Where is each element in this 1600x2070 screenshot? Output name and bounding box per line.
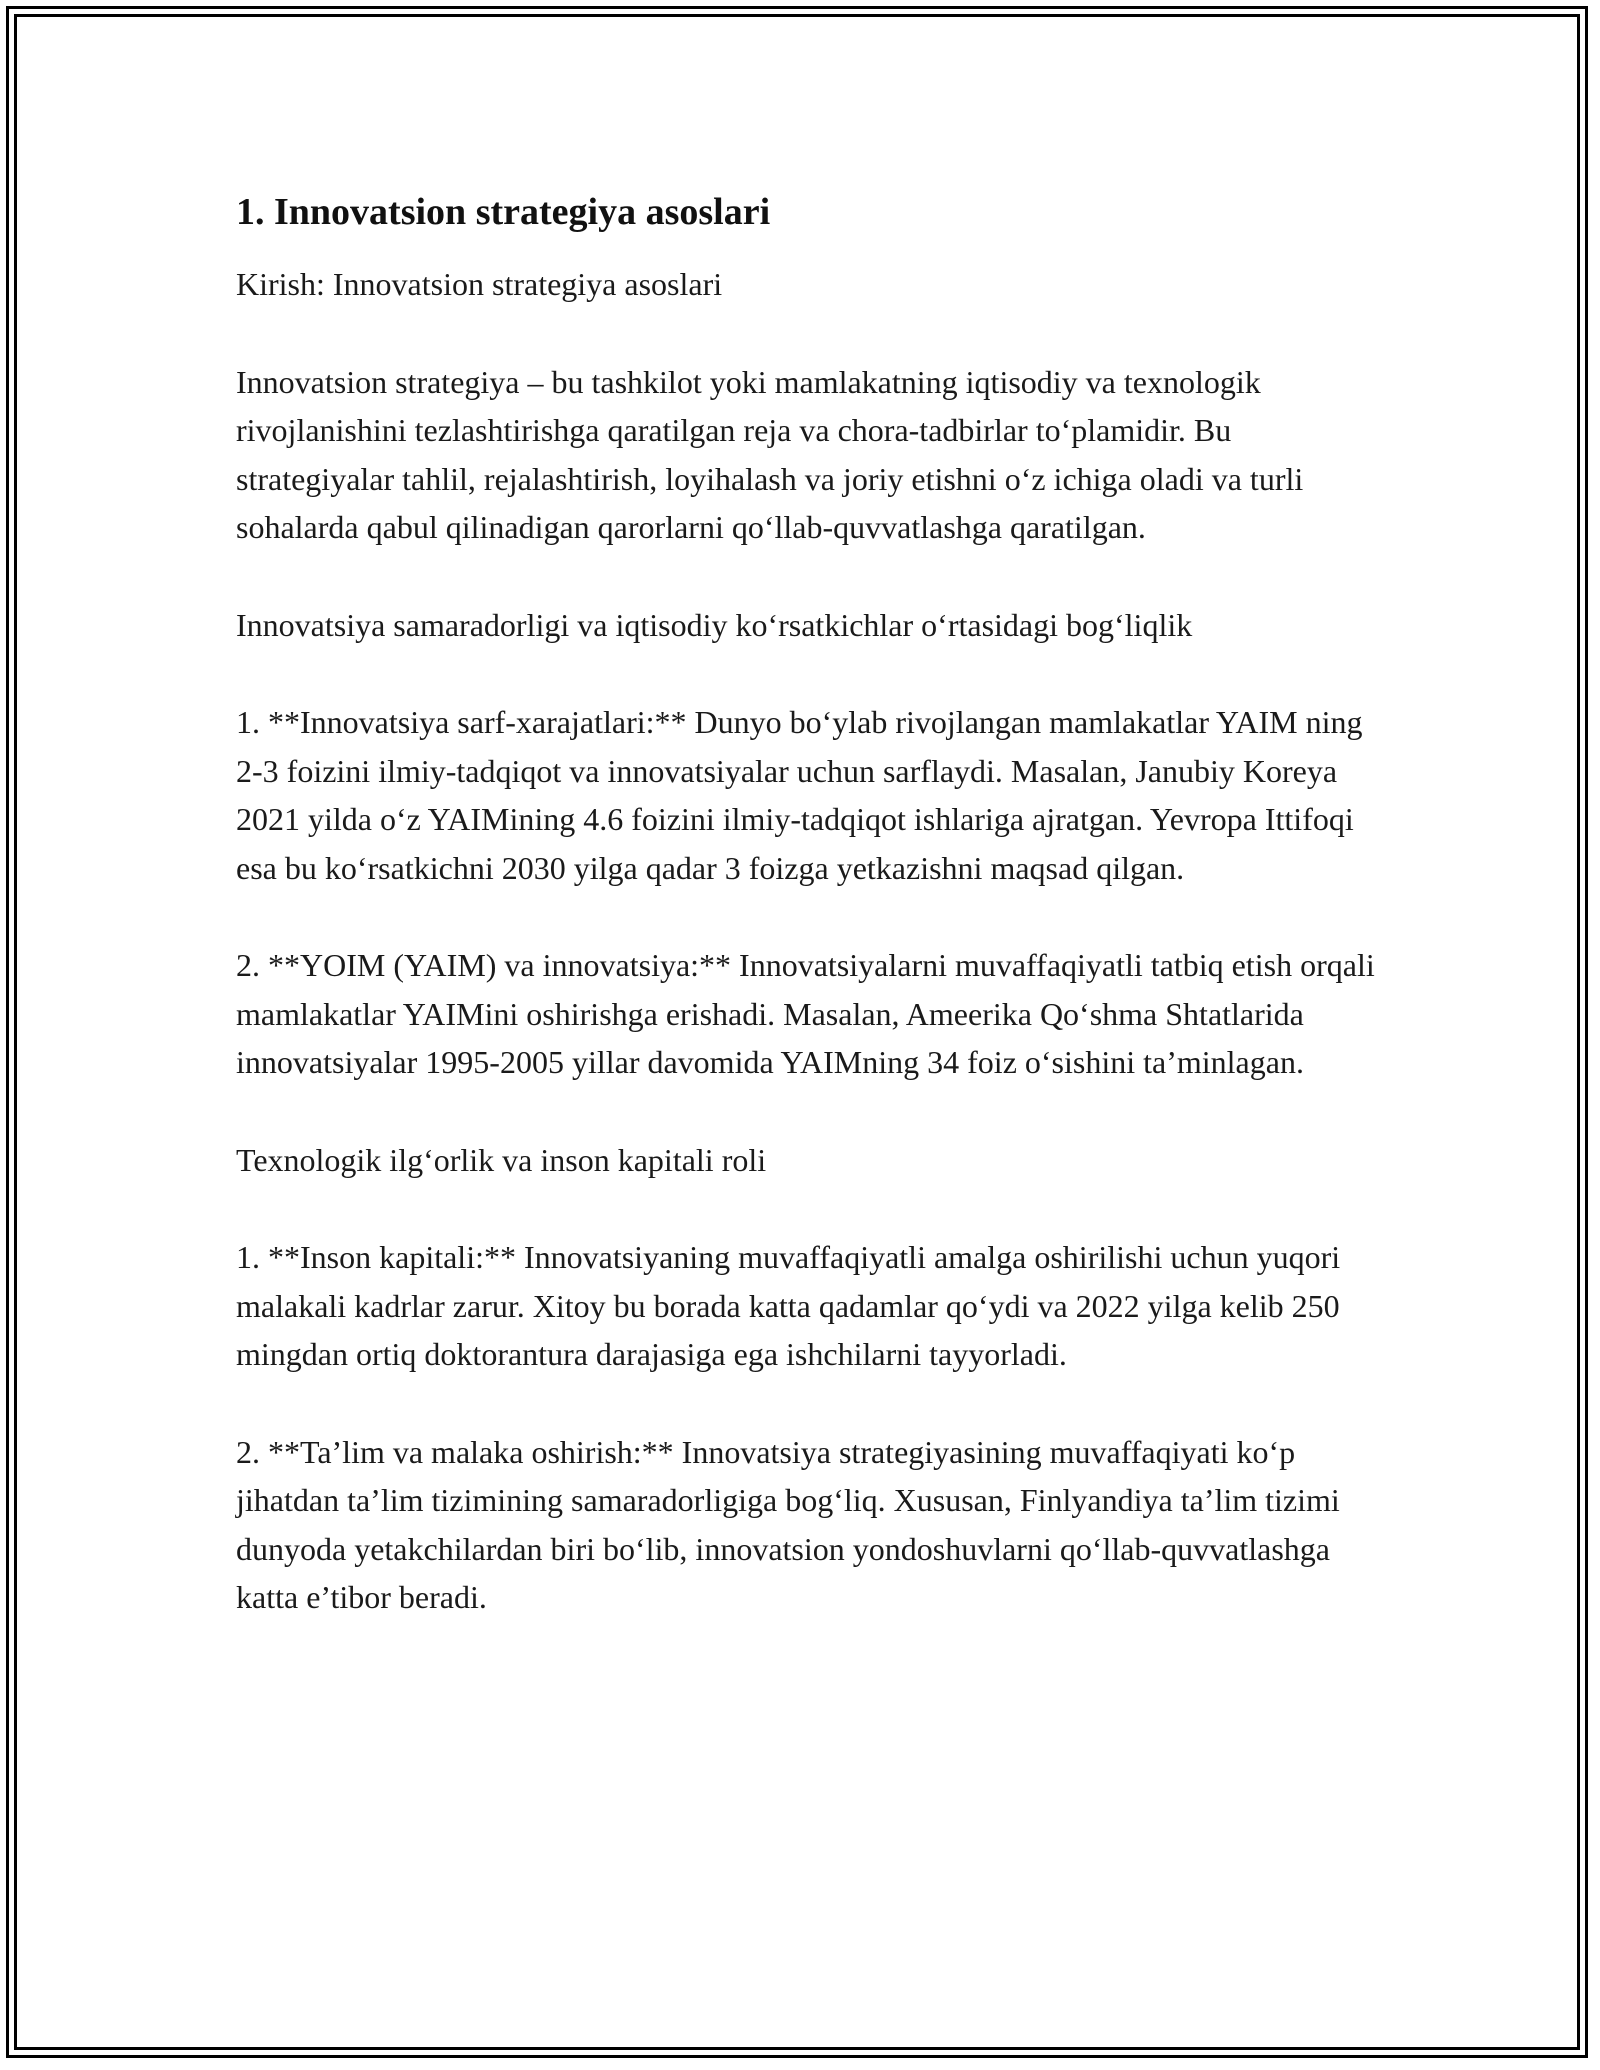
document-title: 1. Innovatsion strategiya asoslari (236, 191, 771, 233)
intro-heading: Kirish: Innovatsion strategiya asoslari (236, 266, 723, 302)
paragraph-human-capital: 1. **Inson kapitali:** Innovatsiyaning muvaffaqiyatli amalga oshirilishi uchun yuqori malakali kadrlar zarur. Xitoy bu borada katta qadamlar qo‘ydi va 2022 yilga kelib 250 mingdan ortiq doktorantura darajasiga ega ishchilarni tayyorladi. (236, 1239, 1341, 1372)
paragraph-spending: 1. **Innovatsiya sarf-xarajatlari:** Dunyo bo‘ylab rivojlangan mamlakatlar YAIM ning 2-3 foizini ilmiy-tadqiqot va innovatsiyalar uchun sarflaydi. Masalan, Janubiy Koreya 2021 yilda o‘z YAIMining 4.6 foizini ilmiy-tadqiqot ishlariga ajratgan. Yevropa Ittifoqi esa bu ko‘rsatkichni 2030 yilga qadar 3 foizga yetkazishni maqsad qilgan. (236, 704, 1363, 886)
paragraph-gdp: 2. **YOIM (YAIM) va innovatsiya:** Innovatsiyalarni muvaffaqiyatli tatbiq etish orqali mamlakatlar YAIMini oshirishga erishadi. Masalan, Ameerika Qo‘shma Shtatlarida innovatsiyalar 1995-2005 yillar davomida YAIMning 34 foiz o‘sishini ta’minlagan. (236, 947, 1375, 1080)
document-body (236, 188, 1376, 1671)
paragraph-definition: Innovatsion strategiya – bu tashkilot yoki mamlakatning iqtisodiy va texnologik rivojlanishini tezlashtirishga qaratilgan reja va chora-tadbirlar to‘plamidir. Bu strategiyalar tahlil, rejalashtirish, loyihalash va joriy etishni o‘z ichiga oladi va turli sohalarda qabul qilinadigan qarorlarni qo‘llab-quvvatlashga qaratilgan. (236, 363, 1304, 545)
section-heading-efficiency: Innovatsiya samaradorligi va iqtisodiy ko‘rsatkichlar o‘rtasidagi bog‘liqlik (236, 606, 1193, 643)
paragraph-education: 2. **Ta’lim va malaka oshirish:** Innovatsiya strategiyasining muvaffaqiyati ko‘p jihatdan ta’lim tizimining samaradorligiga bog‘liq. Xususan, Finlyandiya ta’lim tizimi dunyoda yetakchilardan biri bo‘lib, innovatsion yondoshuvlarni qo‘llab-quvvatlashga katta e’tibor beradi. (236, 1433, 1340, 1615)
section-heading-human-capital: Texnologik ilg‘orlik va inson kapitali roli (236, 1141, 767, 1178)
